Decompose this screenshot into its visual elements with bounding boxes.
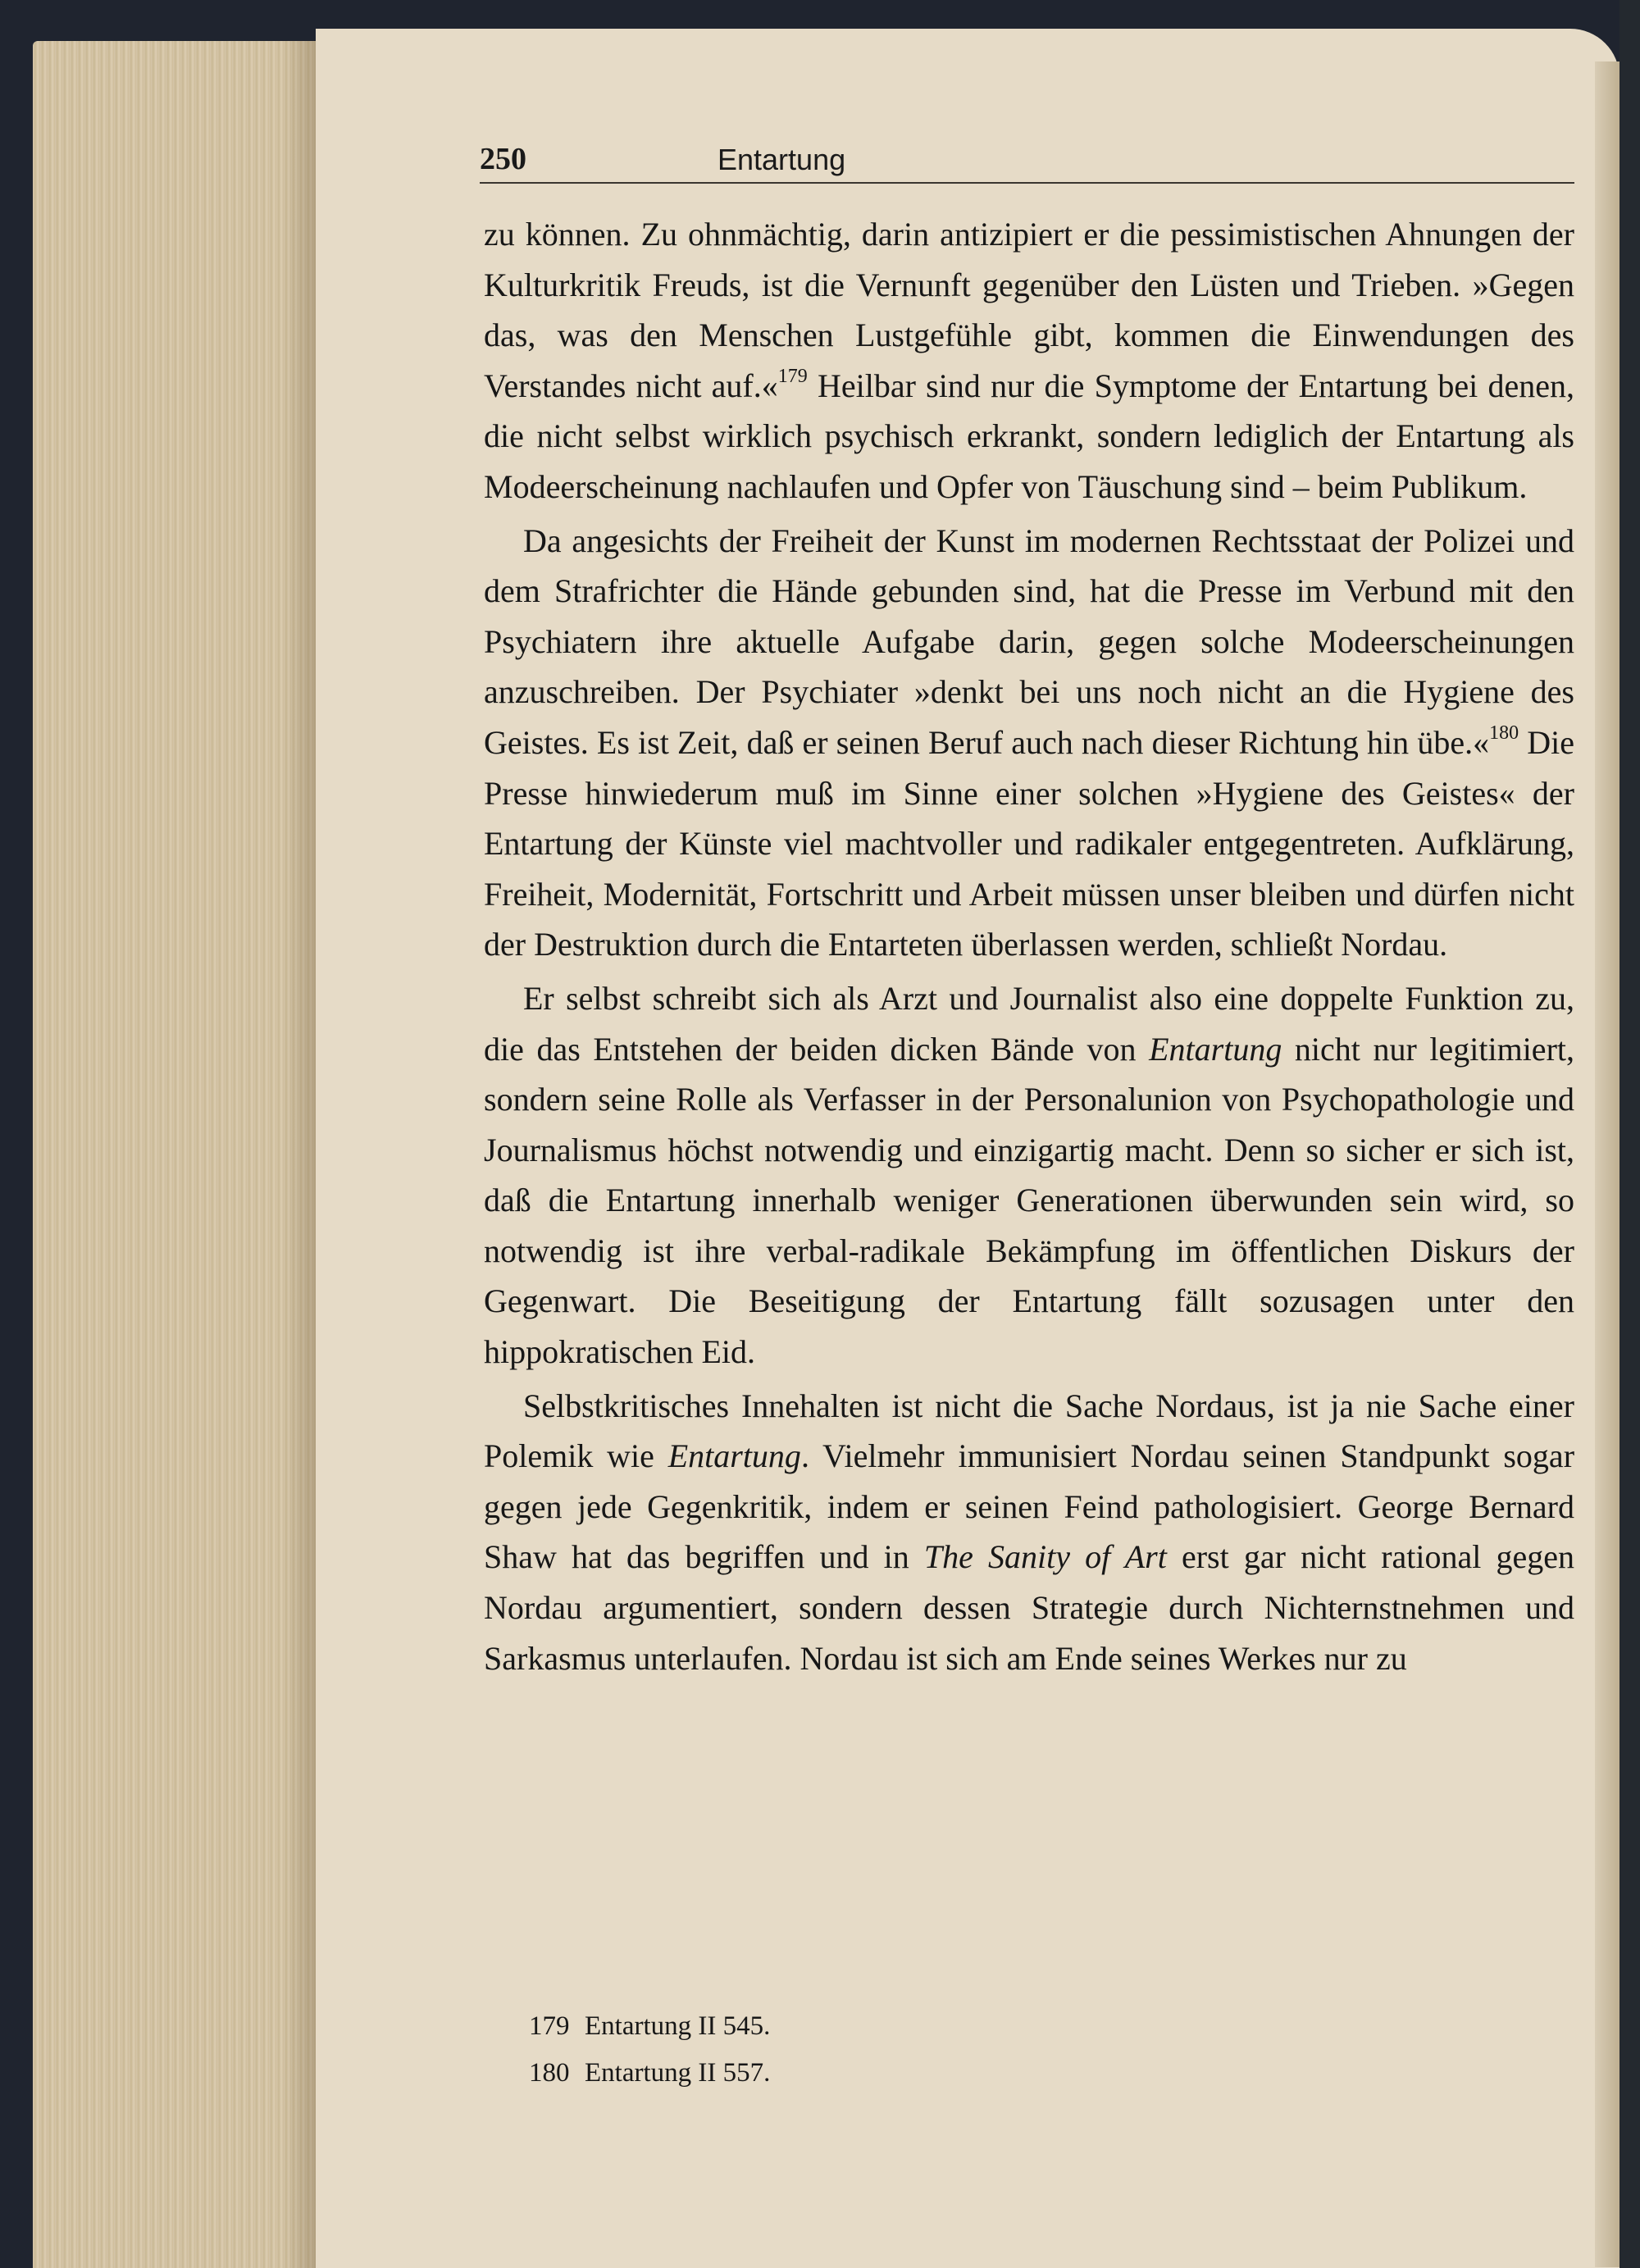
text-segment: . Vielmehr immunisiert Nordau seinen Standpunkt sogar gegen jede Gegenkritik, indem er seinen Feind pathologisiert. George Bernard Shaw hat das begriffen und in xyxy=(484,1437,1575,1576)
footnote xyxy=(529,2050,1185,2097)
paragraph xyxy=(484,516,1574,970)
paragraph xyxy=(484,1381,1574,1684)
page-right-edge xyxy=(1595,61,1620,2267)
footnotes xyxy=(529,2003,1185,2097)
text-segment: zu können. Zu ohnmächtig, darin antizipiert er die pessimistischen Ahnungen der Kulturkritik Freuds, ist die Vernunft gegenüber den Lüsten und Trieben. »Gegen das, was den Menschen Lustgefühle gibt, kommen die Einwendungen des Verstandes nicht auf.« xyxy=(484,216,1574,404)
italic-title: Entartung xyxy=(1149,1030,1282,1068)
footnote-number: 179 xyxy=(529,2011,570,2041)
page-number: 250 xyxy=(480,142,526,176)
footnote xyxy=(529,2003,1185,2050)
footnote-reference: 180 xyxy=(1489,722,1519,744)
footnote-reference: 179 xyxy=(777,365,808,387)
book-page-edges xyxy=(33,41,316,2268)
text-segment: Er selbst schreibt sich als Arzt und Journalist also eine doppelte Funktion zu, die das Entstehen der beiden dicken Bände von xyxy=(484,979,1574,1068)
body-text xyxy=(484,209,1574,1687)
paragraph xyxy=(484,973,1574,1378)
text-segment: Da angesichts der Freiheit der Kunst im modernen Rechtsstaat der Polizei und dem Strafrichter die Hände gebunden sind, hat die Presse im Verbund mit den Psychiatern ihre aktuelle Aufgabe darin, gegen solche Modeerscheinungen anzuschreiben. Der Psychiater »denkt bei uns noch nicht an die Hygiene des Geistes. Es ist Zeit, daß er seinen Beruf auch nach dieser Richtung hin übe.« xyxy=(484,521,1574,761)
footnote-number: 180 xyxy=(529,2058,570,2088)
text-segment: Heilbar sind nur die Symptome der Entartung bei denen, die nicht selbst wirklich psychisch erkrankt, sondern lediglich der Entartung als Modeerscheinung nachlaufen und Opfer von Täuschung sind – beim Publikum. xyxy=(484,367,1574,505)
italic-title: The Sanity of Art xyxy=(923,1538,1167,1576)
text-segment: erst gar nicht rational gegen Nordau argumentiert, sondern dessen Strategie durch Nichternstnehmen und Sarkasmus unterlaufen. Nordau ist sich am Ende seines Werkes nur zu xyxy=(484,1538,1575,1677)
text-segment: nicht nur legitimiert, sondern seine Rolle als Verfasser in der Personalunion von Psychopathologie und Journalismus höchst notwendig und einzigartig macht. Denn so sicher er sich ist, daß die Entartung innerhalb weniger Generationen überwunden sein wird, so notwendig ist ihre verbal-radikale Bekämpfung im öffentlichen Diskurs der Gegenwart. Die Beseitigung der Entartung fällt sozusagen unter den hippokratischen Eid. xyxy=(484,1030,1574,1371)
italic-title: Entartung xyxy=(667,1437,801,1475)
footnote-text: Entartung II 557. xyxy=(585,2058,771,2088)
running-title: Entartung xyxy=(718,143,846,176)
footnote-text: Entartung II 545. xyxy=(585,2011,771,2041)
text-segment: Selbstkritisches Innehalten ist nicht die Sache Nordaus, ist ja nie Sache einer Polemik wie xyxy=(484,1387,1574,1475)
paragraph xyxy=(484,209,1574,512)
text-segment: Die Presse hinwiederum muß im Sinne einer solchen »Hygiene des Geistes« der Entartung der Künste viel machtvoller und radikaler entgegentreten. Aufklärung, Freiheit, Modernität, Fortschritt und Arbeit müssen unser bleiben und dürfen nicht der Destruktion durch die Entarteten überlassen werden, schließt Nordau. xyxy=(484,723,1574,963)
scan-background-strip xyxy=(1620,0,1640,2268)
page-header xyxy=(480,141,1574,184)
